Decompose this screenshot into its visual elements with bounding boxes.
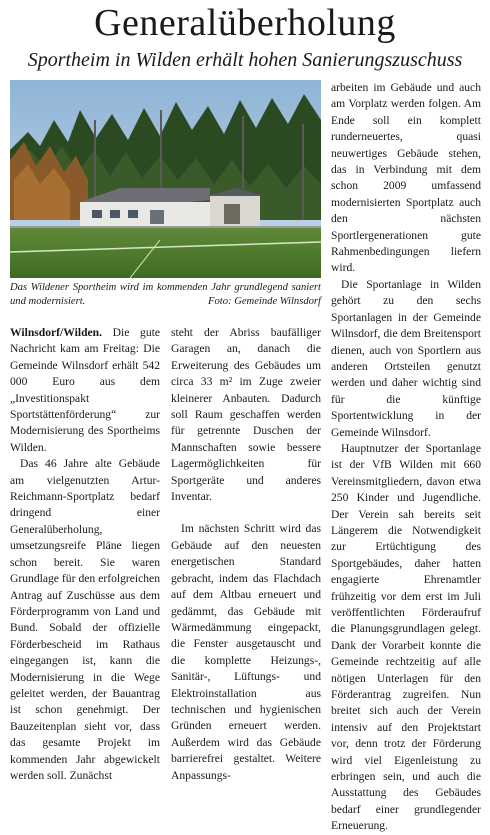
dateline: Wilnsdorf/Wilden. xyxy=(10,326,103,339)
body-paragraph: Hauptnutzer der Sportanlage ist der VfB Wilden mit 660 Vereinsmitgliedern, davon etwa 250 Kinder und Jugendliche. Der Verein sah bereits seit Längerem die Notwendigkeit zur Ertüchtigung des Sportgebäudes, daher hatten engagierte Ehrenamtler frühzeitig vor dem erst im Juli veröffentlichten Förderaufruf die Planungsgrundlagen gelegt. Dank der Vorarbeit konnte die Gemeinde rechtzeitig auf alle nötigen Unterlagen für den Förderantrag zugreifen. Nun breitet sich auch der Verein intensiv auf den Projektstart vor, denn trotz der Förderung wird viel Eigenleistung zu erbringen sein, und auch die Ausstattung des Gebäudes bedarf einer grundlegender Erneuerung. xyxy=(331,441,481,833)
article-column-1 xyxy=(10,325,160,784)
photo-credit: Foto: Gemeinde Wilnsdorf xyxy=(208,296,321,307)
photo-caption xyxy=(10,281,321,309)
article-column-3 xyxy=(331,80,481,835)
body-paragraph: steht der Abriss baufälliger Garagen an, danach die Erweiterung des Gebäudes um circa 33 m² im Zuge zweier kleinerer Anbauten. Dadurch soll Raum geschaffen werden für getrennte Duschen der Mannschaften sowie bessere Lagermöglichkeiten für Sportgeräte und anderes Inventar. xyxy=(171,326,321,504)
article-column-2 xyxy=(171,325,321,784)
body-paragraph xyxy=(10,325,160,456)
body-text: Die gute Nachricht kam am Freitag: Die Gemeinde Wilnsdorf erhält 542 000 Euro aus dem „Investitionspakt Sportstättenförderung“ zur Modernisierung des Sportheims Wilden. xyxy=(10,326,160,454)
body-paragraph: Das 46 Jahre alte Gebäude am vielgenutzten Artur-Reichmann-Sportplatz bedarf dringend einer Generalüberholung, umsetzungsreife Pläne liegen schon bereit. Sie waren Grundlage für den erfolgreichen Antrag auf Zuschüsse aus dem Förderprogramm von Land und Bund. Sobald der offizielle Förderbescheid im Rathaus eingegangen ist, kann die Modernisierung in die Wege geleitet werden, der Bauantrag ist schon genehmigt. Der Bauzeitenplan sieht vor, dass das gesamte Projekt im kommenden Jahr abgewickelt werden soll. Zunächst xyxy=(10,457,160,782)
body-paragraph: arbeiten im Gebäude und auch am Vorplatz werden folgen. Am Ende soll ein komplett runderneuertes, quasi neuwertiges Gebäude stehen, das in Verbindung mit dem schon 2009 umfassend modernisierten Sportplatz auch den nächsten Sportlergenerationen gute Rahmenbedingungen liefern wird. xyxy=(331,81,481,275)
paragraph-spacer xyxy=(171,505,321,521)
subheadline: Sportheim in Wilden erhält hohen Sanierungszuschuss xyxy=(27,49,463,71)
caption-text: Das Wildener Sportheim wird im kommenden Jahr grundlegend saniert und modernisiert. xyxy=(10,282,321,307)
headline: Generalüberholung xyxy=(94,2,396,44)
sportheim-photo xyxy=(10,80,321,278)
body-paragraph: Im nächsten Schritt wird das Gebäude auf den neuesten energetischen Standard gebracht, indem das Flachdach auf dem Altbau erneuert und gedämmt, das Gebäude mit Wärmedämmung eingepackt, die Fenster ausgetauscht und die komplette Heizungs-, Sanitär-, Lüftungs- und Elektroinstallation aus technischen und hygienischen Gründen erneuert werden. Außerdem wird das Gebäude barrierefrei gestaltet. Weitere Anpassungs- xyxy=(171,522,321,782)
body-paragraph: Die Sportanlage in Wilden gehört zu den sechs Sportanlagen in der Gemeinde Wilnsdorf, die dem Breitensport dienen, auch von Sportlern aus anderen Ortsteilen genutzt werden und daher wichtig sind für die künftige Sportentwicklung in der Gemeinde Wilnsdorf. xyxy=(331,277,481,439)
